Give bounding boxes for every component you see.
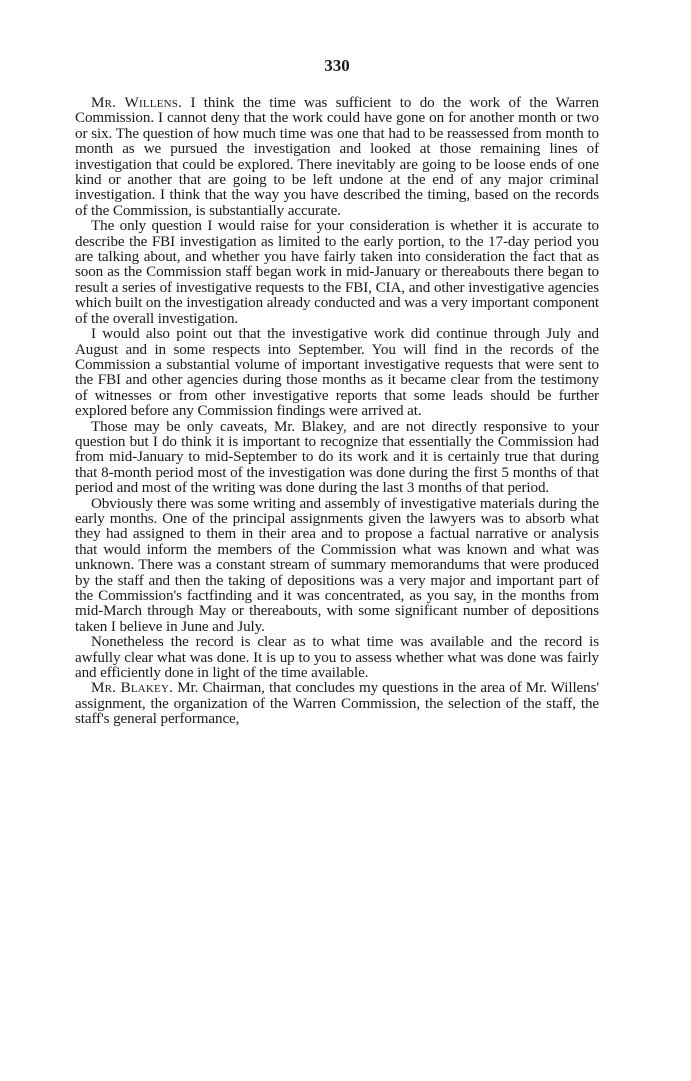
paragraph-blakey-statement [75,681,599,727]
paragraph-willens-answer [75,96,599,219]
document-page [75,56,599,728]
paragraph-text: Those may be only caveats, Mr. Blakey, and are not directly responsive to your question but I do think it is important to recognize that essentially the Commission had from mid-January to mid-September to do its work and it is certainly true that during that 8-month period most of the investigation was done during the first 5 months of that period and most of the writing was done during the last 3 months of that period. [75,418,599,497]
paragraph-text: I would also point out that the investigative work did continue through July and August and in some respects into September. You will find in the records of the Commission a substantial volume of important investigative requests that were sent to the FBI and other agencies during those months as it became clear from the testimony of witnesses or from other investigative reports that some leads should be further explored before any Commission findings were arrived at. [75,326,599,420]
paragraph-text: Nonetheless the record is clear as to what time was available and the record is awfully clear what was done. It is up to you to assess whether what was done was fairly and efficiently done in light of the time available. [75,634,599,682]
page-number: 330 [324,56,350,75]
paragraph-record-clear [75,635,599,681]
paragraph-text: I think the time was sufficient to do the work of the Warren Commission. I cannot deny that the work could have gone on for another month or two or six. The question of how much time was one that had to be reassessed from month to month as we pursued the investigation and looked at those remaining lines of investigation that could be explored. There inevitably are going to be loose ends of one kind or another that are going to be left undone at the end of any major criminal investigation. I think that the way you have described the timing, based on the records of the Commission, is substantially accurate. [75,95,599,219]
paragraph-text: The only question I would raise for your consideration is whether it is accurate to describe the FBI investigation as limited to the early portion, to the 17-day period you are talking about, and whether you have fairly taken into consideration the fact that as soon as the Commission staff began work in mid-January or thereabouts there began to result a series of investigative requests to the FBI, CIA, and other investigative agencies which built on the investigation already conducted and was a very important component of the overall investigation. [75,218,599,327]
paragraph-text: Obviously there was some writing and assembly of investigative materials during the early months. One of the principal assignments given the lawyers was to absorb what they had assigned to them in their area and to propose a factual narrative or analysis that would inform the members of the Commission what was known and what was unknown. There was a constant stream of summary memorandums that were produced by the staff and then the taking of depositions was a very major and important part of the Commission's factfinding and it was concentrated, as you say, in the months from mid-March through May or thereabouts, with some significant number of depositions taken I believe in June and July. [75,495,599,635]
paragraph-caveats [75,420,599,497]
paragraph-fbi-investigation [75,219,599,327]
speaker-name: Mr. Willens. [91,95,183,111]
paragraph-text: Mr. Chairman, that concludes my questions in the area of Mr. Willens' assignment, the organization of the Warren Commission, the selection of the staff, the staff's general performance, [75,680,600,728]
speaker-name: Mr. Blakey. [91,680,174,697]
paragraph-continued-work [75,327,599,419]
paragraph-writing-assembly [75,497,599,636]
